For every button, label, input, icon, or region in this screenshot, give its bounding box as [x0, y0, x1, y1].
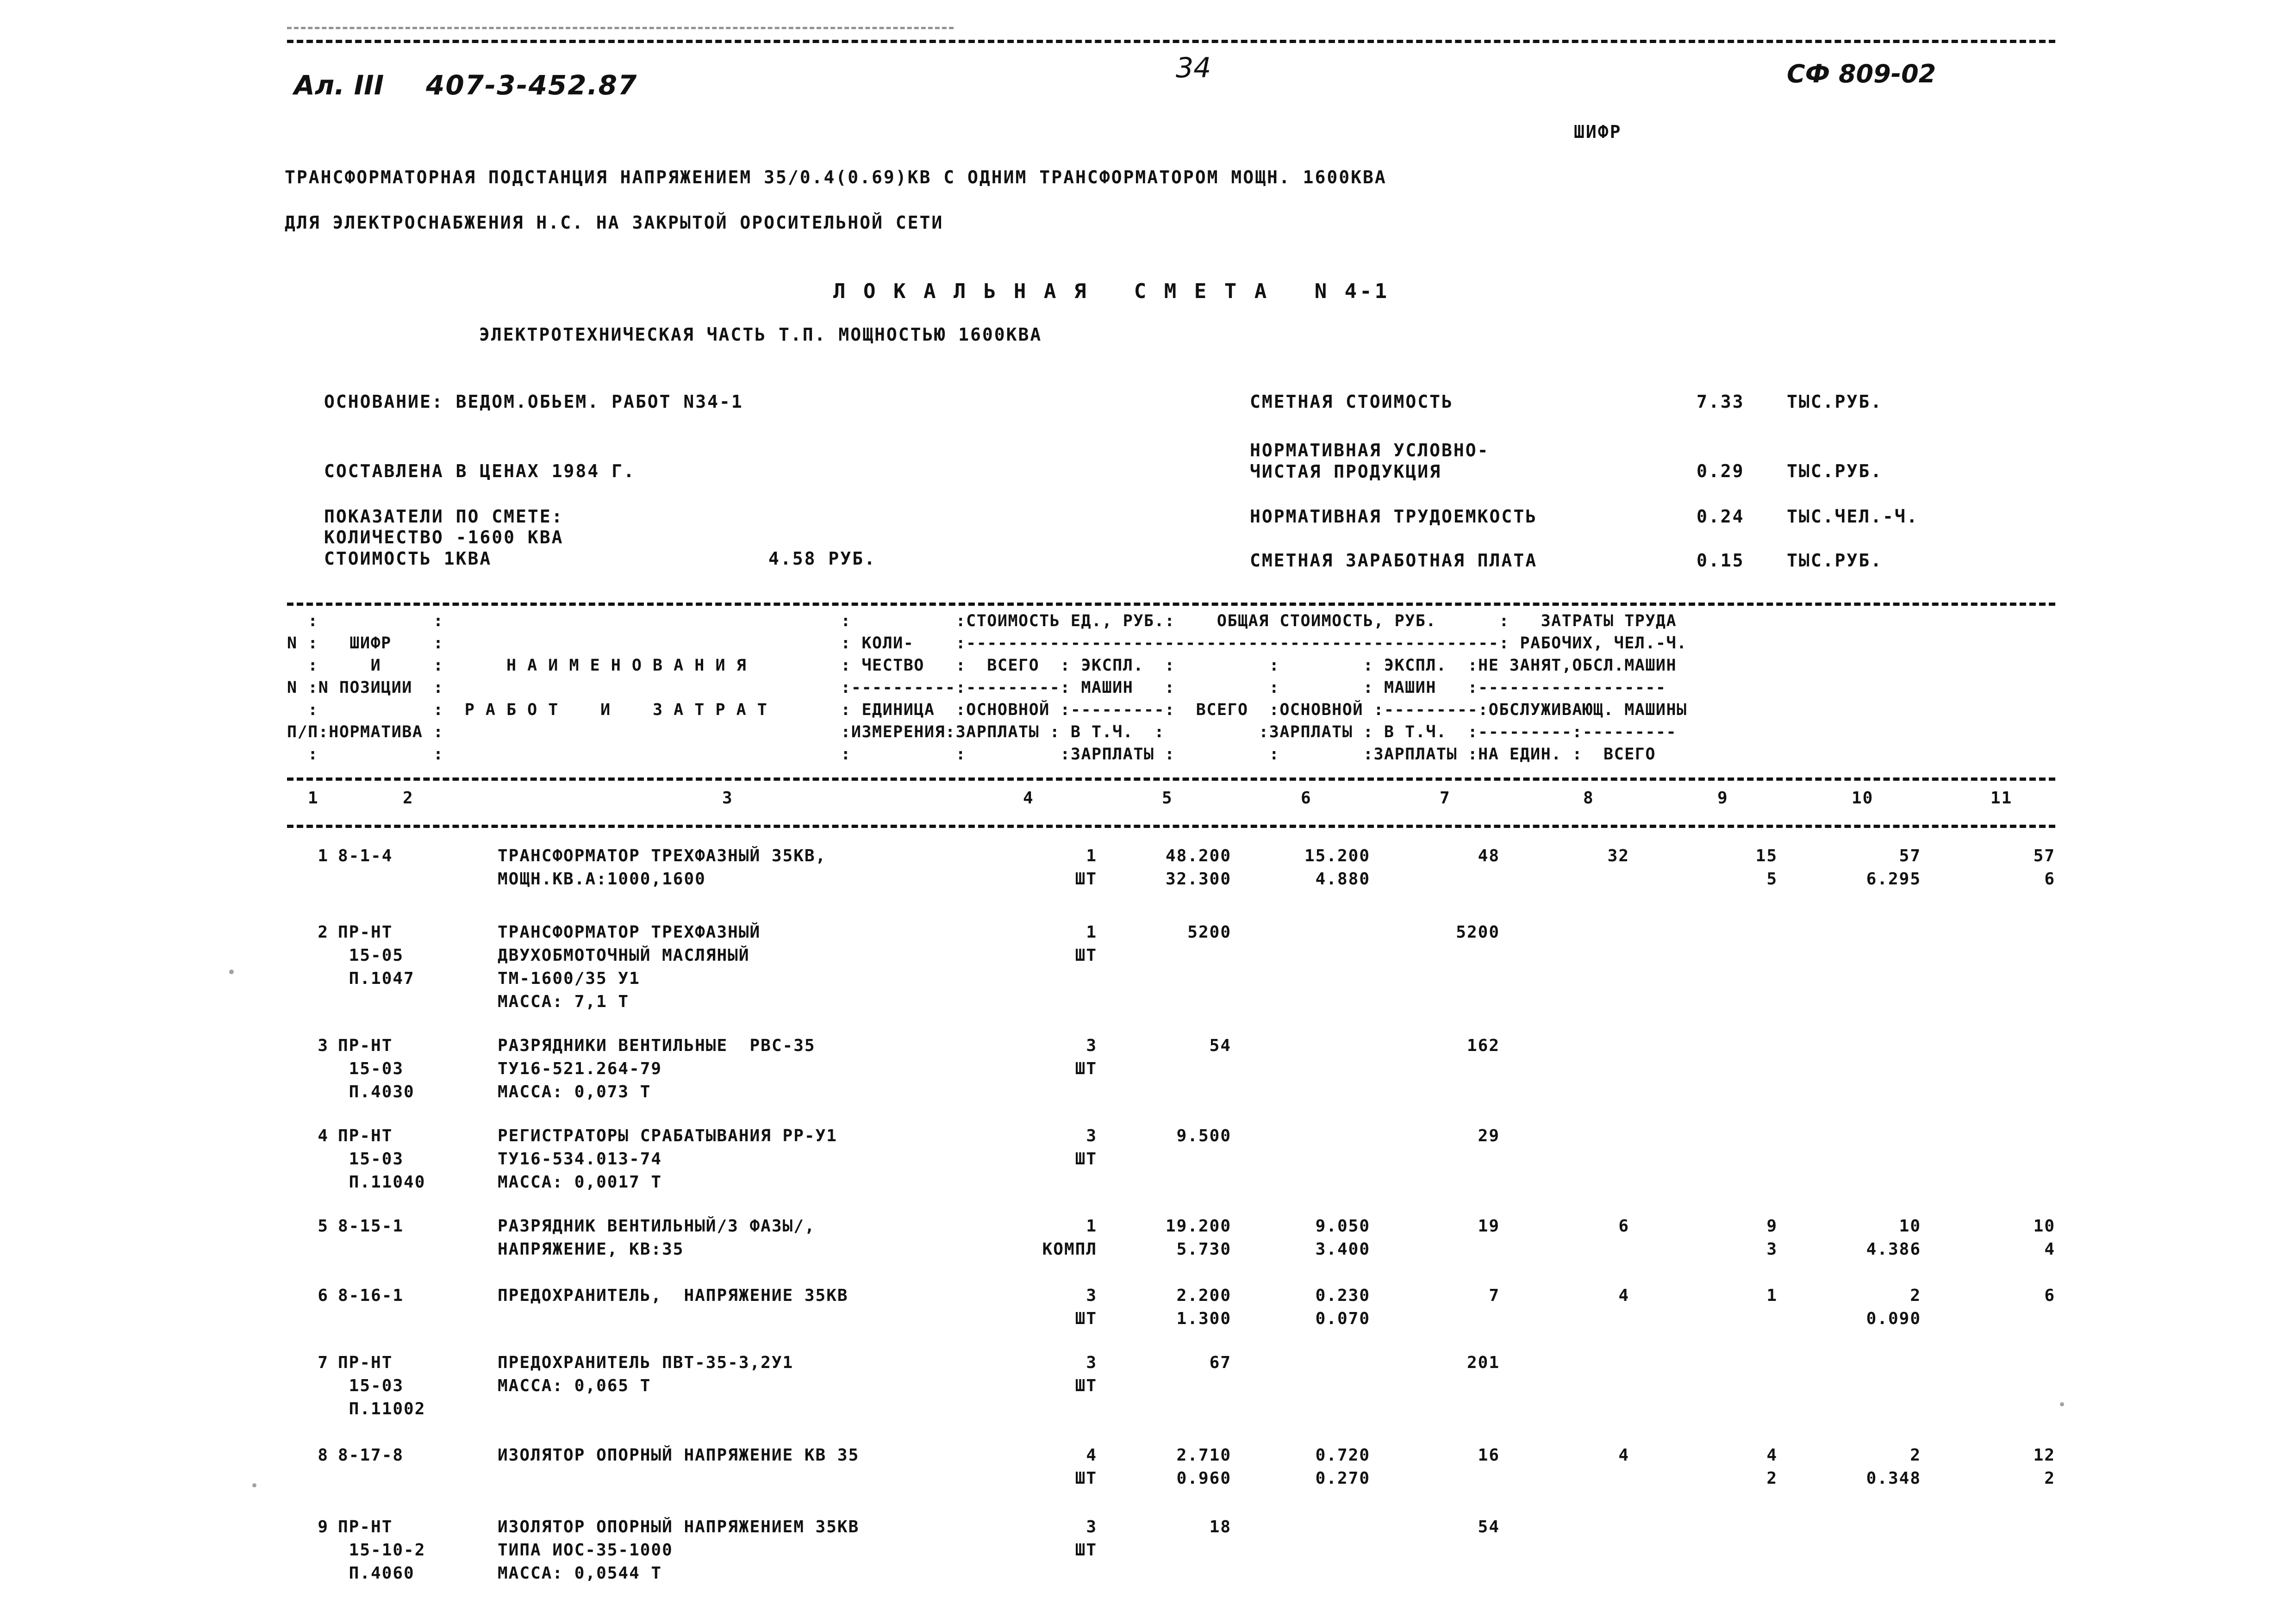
summary-unit: ТЫС.РУБ. [1787, 461, 1883, 481]
summary-unit: ТЫС.РУБ. [1787, 392, 1883, 412]
sheet-code: СФ 809-02 [1787, 59, 1936, 88]
cell-n: 1 [318, 846, 329, 865]
cell-qty: 3 ШТ [1075, 1353, 1097, 1395]
cell-c5: 19.200 5.730 [1165, 1217, 1231, 1259]
table-header-line: : : : : :ЗАРПЛАТЫ : : :ЗАРПЛАТЫ :НА ЕДИН. : ВСЕГО [287, 745, 1656, 764]
cell-c11: 12 2 [2033, 1446, 2055, 1488]
cell-c7: 54 [1478, 1517, 1500, 1536]
cell-n: 3 [318, 1036, 329, 1055]
column-number: 3 [722, 789, 733, 808]
cell-c5: 18 [1209, 1517, 1231, 1536]
cell-name: ИЗОЛЯТОР ОПОРНЫЙ НАПРЯЖЕНИЕМ 35КВ ТИПА ИОС-35-1000 МАССА: 0,0544 Т [498, 1517, 860, 1583]
cell-c11: 57 6 [2033, 846, 2055, 889]
cell-name: РЕГИСТРАТОРЫ СРАБАТЫВАНИЯ РР-У1 ТУ16-534.013-74 МАССА: 0,0017 Т [498, 1126, 837, 1192]
cell-c6: 0.720 0.270 [1315, 1446, 1370, 1488]
cell-qty: 1 ШТ [1075, 846, 1097, 889]
cell-name: РАЗРЯДНИК ВЕНТИЛЬНЫЙ/3 ФАЗЫ/, НАПРЯЖЕНИЕ, КВ:35 [498, 1217, 816, 1259]
cell-c6: 0.230 0.070 [1315, 1286, 1370, 1328]
cell-c10: 57 6.295 [1866, 846, 1921, 889]
indicator-quantity: КОЛИЧЕСТВО -1600 КВА [324, 527, 564, 547]
cell-qty: 3 ШТ [1075, 1126, 1097, 1169]
cell-qty: 3 ШТ [1075, 1286, 1097, 1328]
cell-name: ТРАНСФОРМАТОР ТРЕХФАЗНЫЙ 35КВ, МОЩН.КВ.А:1000,1600 [498, 846, 827, 889]
cell-c5: 48.200 32.300 [1165, 846, 1231, 889]
summary-label: СМЕТНАЯ СТОИМОСТЬ [1250, 392, 1454, 412]
cell-code: 8-1-4 [338, 846, 393, 865]
summary-value: 0.24 [1697, 506, 1745, 527]
cell-c11: 10 4 [2033, 1217, 2055, 1259]
document-title-line1: ТРАНСФОРМАТОРНАЯ ПОДСТАНЦИЯ НАПРЯЖЕНИЕМ 35/0.4(0.69)КВ С ОДНИМ ТРАНСФОРМАТОРОМ МОЩН. 1600КВА [285, 167, 1387, 187]
cell-qty: 3 ШТ [1075, 1036, 1097, 1078]
column-number: 10 [1852, 789, 1874, 808]
cell-n: 9 [318, 1517, 329, 1536]
cell-c5: 9.500 [1176, 1126, 1231, 1145]
column-number: 2 [403, 789, 414, 808]
cell-c9: 1 [1766, 1286, 1778, 1305]
cell-n: 8 [318, 1446, 329, 1465]
cell-c7: 19 [1478, 1217, 1500, 1236]
project-code: 407-3-452.87 [426, 69, 638, 101]
cipher-label: ШИФР [1574, 122, 1622, 142]
basis: ОСНОВАНИЕ: ВЕДОМ.ОБЬЕМ. РАБОТ N34-1 [324, 392, 743, 412]
cell-c7: 16 [1478, 1446, 1500, 1465]
table-header-line: П/П:НОРМАТИВА : :ИЗМЕРЕНИЯ:ЗАРПЛАТЫ : В Т.Ч. : :ЗАРПЛАТЫ : В Т.Ч. :---------:--------- [287, 723, 1677, 741]
cell-c5: 67 [1209, 1353, 1231, 1372]
cell-name: ИЗОЛЯТОР ОПОРНЫЙ НАПРЯЖЕНИЕ КВ 35 [498, 1446, 860, 1465]
cell-code: ПР-НТ 15-03 П.11040 [338, 1126, 426, 1192]
table-header-line: : : : :СТОИМОСТЬ ЕД., РУБ.: ОБЩАЯ СТОИМОСТЬ, РУБ. : ЗАТРАТЫ ТРУДА [287, 612, 1677, 630]
scan-speck [2060, 1402, 2064, 1406]
cell-c7: 7 [1489, 1286, 1500, 1305]
summary-label: НОРМАТИВНАЯ УСЛОВНО- ЧИСТАЯ ПРОДУКЦИЯ [1250, 440, 1490, 482]
indicator-unit-cost-value: 4.58 РУБ. [768, 548, 876, 569]
cell-c9: 4 2 [1766, 1446, 1778, 1488]
cell-c9: 9 3 [1766, 1217, 1778, 1259]
cell-name: РАЗРЯДНИКИ ВЕНТИЛЬНЫЕ РВС-35 ТУ16-521.264-79 МАССА: 0,073 Т [498, 1036, 816, 1101]
cell-c10: 2 0.090 [1866, 1286, 1921, 1328]
column-number: 8 [1583, 789, 1594, 808]
cell-code: ПР-НТ 15-10-2 П.4060 [338, 1517, 426, 1583]
cell-code: ПР-НТ 15-03 П.11002 [338, 1353, 426, 1418]
cell-c11: 6 [2044, 1286, 2055, 1305]
cell-code: 8-16-1 [338, 1286, 404, 1305]
column-number: 1 [308, 789, 319, 808]
cell-c8: 32 [1607, 846, 1629, 865]
cell-n: 5 [318, 1217, 329, 1236]
column-number: 11 [1990, 789, 2013, 808]
cell-qty: 1 КОМПЛ [1042, 1217, 1097, 1259]
summary-value: 0.29 [1697, 461, 1745, 481]
summary-unit: ТЫС.РУБ. [1787, 550, 1883, 571]
cell-c7: 5200 [1456, 923, 1500, 942]
estimate-subtitle: ЭЛЕКТРОТЕХНИЧЕСКАЯ ЧАСТЬ Т.П. МОЩНОСТЬЮ 1600КВА [479, 324, 1042, 345]
indicator-unit-cost-label: СТОИМОСТЬ 1КВА [324, 548, 492, 569]
column-number: 7 [1440, 789, 1451, 808]
cell-c10: 10 4.386 [1866, 1217, 1921, 1259]
album-mark: Ал. III [294, 69, 384, 101]
cell-qty: 3 ШТ [1075, 1517, 1097, 1560]
page-number: 34 [1176, 52, 1211, 84]
cell-code: 8-17-8 [338, 1446, 404, 1465]
scan-speck [252, 1483, 256, 1487]
cell-c6: 9.050 3.400 [1315, 1217, 1370, 1259]
prices-basis: СОСТАВЛЕНА В ЦЕНАХ 1984 Г. [324, 461, 636, 481]
cell-n: 4 [318, 1126, 329, 1145]
cell-name: ТРАНСФОРМАТОР ТРЕХФАЗНЫЙ ДВУХОБМОТОЧНЫЙ МАСЛЯНЫЙ ТМ-1600/35 У1 МАССА: 7,1 Т [498, 923, 761, 1011]
cell-c5: 2.710 0.960 [1176, 1446, 1231, 1488]
summary-label: НОРМАТИВНАЯ ТРУДОЕМКОСТЬ [1250, 506, 1538, 527]
cell-n: 2 [318, 923, 329, 942]
scan-speck [229, 970, 234, 974]
cell-c7: 29 [1478, 1126, 1500, 1145]
cell-n: 7 [318, 1353, 329, 1372]
cell-code: 8-15-1 [338, 1217, 404, 1236]
cell-c5: 5200 [1187, 923, 1231, 942]
cell-c10: 2 0.348 [1866, 1446, 1921, 1488]
cell-c5: 54 [1209, 1036, 1231, 1055]
cell-code: ПР-НТ 15-05 П.1047 [338, 923, 415, 988]
table-header-line: : : Р А Б О Т И З А Т Р А Т : ЕДИНИЦА :ОСНОВНОЙ :---------: ВСЕГО :ОСНОВНОЙ :---------:ОБСЛУЖИВАЮЩ. МАШИНЫ [287, 701, 1687, 719]
cell-c7: 48 [1478, 846, 1500, 865]
cell-c8: 6 [1618, 1217, 1629, 1236]
cell-c8: 4 [1618, 1446, 1629, 1465]
cell-qty: 1 ШТ [1075, 923, 1097, 965]
table-header-line: N : ШИФР : : КОЛИ- :---------------------------------------------------: РАБОЧИХ, ЧЕЛ.-Ч. [287, 634, 1687, 653]
table-header-line: : И : Н А И М Е Н О В А Н И Я : ЧЕСТВО : ВСЕГО : ЭКСПЛ. : : : ЭКСПЛ. :НЕ ЗАНЯТ,ОБСЛ.МАШИН [287, 656, 1677, 675]
cell-c5: 2.200 1.300 [1176, 1286, 1231, 1328]
cell-c6: 15.200 4.880 [1304, 846, 1370, 889]
column-number: 4 [1023, 789, 1034, 808]
cell-c9: 15 5 [1755, 846, 1778, 889]
cell-c8: 4 [1618, 1286, 1629, 1305]
document-title-line2: ДЛЯ ЭЛЕКТРОСНАБЖЕНИЯ Н.С. НА ЗАКРЫТОЙ ОРОСИТЕЛЬНОЙ СЕТИ [285, 212, 944, 233]
cell-n: 6 [318, 1286, 329, 1305]
column-number: 9 [1717, 789, 1728, 808]
column-number: 6 [1301, 789, 1312, 808]
column-number: 5 [1162, 789, 1173, 808]
summary-value: 0.15 [1697, 550, 1745, 571]
cell-name: ПРЕДОХРАНИТЕЛЬ ПВТ-35-3,2У1 МАССА: 0,065 Т [498, 1353, 794, 1395]
summary-unit: ТЫС.ЧЕЛ.-Ч. [1787, 506, 1919, 527]
table-header-line: N :N ПОЗИЦИИ : :----------:---------: МАШИН : : : МАШИН :------------------ [287, 678, 1666, 697]
cell-c7: 162 [1466, 1036, 1500, 1055]
summary-label: СМЕТНАЯ ЗАРАБОТНАЯ ПЛАТА [1250, 550, 1538, 571]
estimate-title: Л О К А Л Ь Н А Я С М Е Т А N 4-1 [833, 280, 1390, 303]
indicators-title: ПОКАЗАТЕЛИ ПО СМЕТЕ: [324, 506, 564, 527]
cell-name: ПРЕДОХРАНИТЕЛЬ, НАПРЯЖЕНИЕ 35КВ [498, 1286, 849, 1305]
cell-qty: 4 ШТ [1075, 1446, 1097, 1488]
cell-c7: 201 [1466, 1353, 1500, 1372]
cell-code: ПР-НТ 15-03 П.4030 [338, 1036, 415, 1101]
summary-value: 7.33 [1697, 392, 1745, 412]
